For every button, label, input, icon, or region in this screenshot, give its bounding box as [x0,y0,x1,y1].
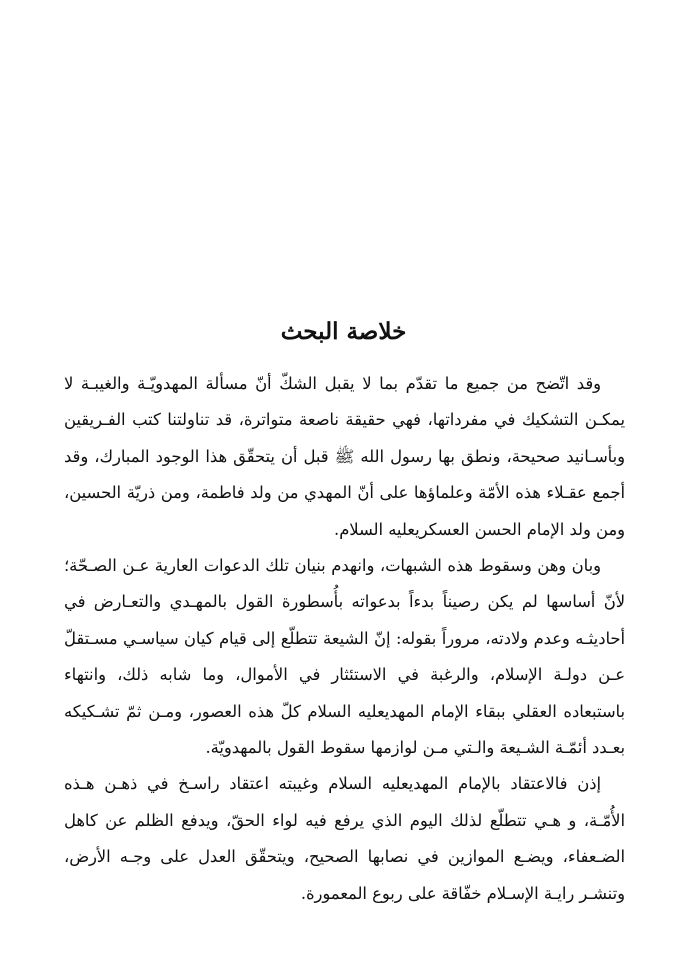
paragraph-2: وبان وهن وسقوط هذه الشبهات، وانهدم بنيان تلك الدعوات العارية عـن الصـحّة؛ لأنّ أساسها لم يكن رصيناً بدءاً بدعواته بأُسطورة القول بالمهـدي والتعـارض في أحاديثـه وعدم ولادته، مروراً بقوله: إنّ الشيعة تتطلّع إلى قيام كيان سياسـي مسـتقلّ عـن دولـة الإسلام، والرغبة في الاستئثار في الأموال، وما شابه ذلك، وانتهاء باستبعاده العقلي ببقاء الإمام المهديعليه السلام كلّ هذه العصور، ومـن ثمّ تشـكيكه بعـدد أئمّـة الشـيعة والـتي مـن لوازمها سقوط القول بالمهدويّة. [64,556,625,758]
body-text [64,366,625,912]
page-title: خلاصة البحث [280,318,407,345]
paragraph-3: إذن فالاعتقاد بالإمام المهديعليه السلام وغيبته اعتقاد راسـخ في ذهـن هـذه الأُمّـة، و هـي تتطلّع لذلك اليوم الذي يرفع فيه لواء الحقّ، ويدفع الظلم عن كاهل الضـعفاء، ويضـع الموازين في نصابها الصحيح، ويتحقّق العدل على وجـه الأرض، وتنشـر رايـة الإسـلام خفّاقة على ربوع المعمورة. [64,774,625,903]
paragraph-1: وقد اتّضح من جميع ما تقدّم بما لا يقبل الشكّ أنّ مسألة المهدويّـة والغيبـة لا يمكـن التشكيك في مفرداتها، فهي حقيقة ناصعة متواترة، قد تناولتنا كتب الفـريقين وبأسـانيد صحيحة، ونطق بها رسول الله ﷺ قبل أن يتحقّق هذا الوجود المبارك، وقد أجمع عقـلاء هذه الأمّة وعلماؤها على أنّ المهدي من ولد فاطمة، ومن ذريّة الحسين، ومن ولد الإمام الحسن العسكريعليه السلام. [64,374,625,539]
